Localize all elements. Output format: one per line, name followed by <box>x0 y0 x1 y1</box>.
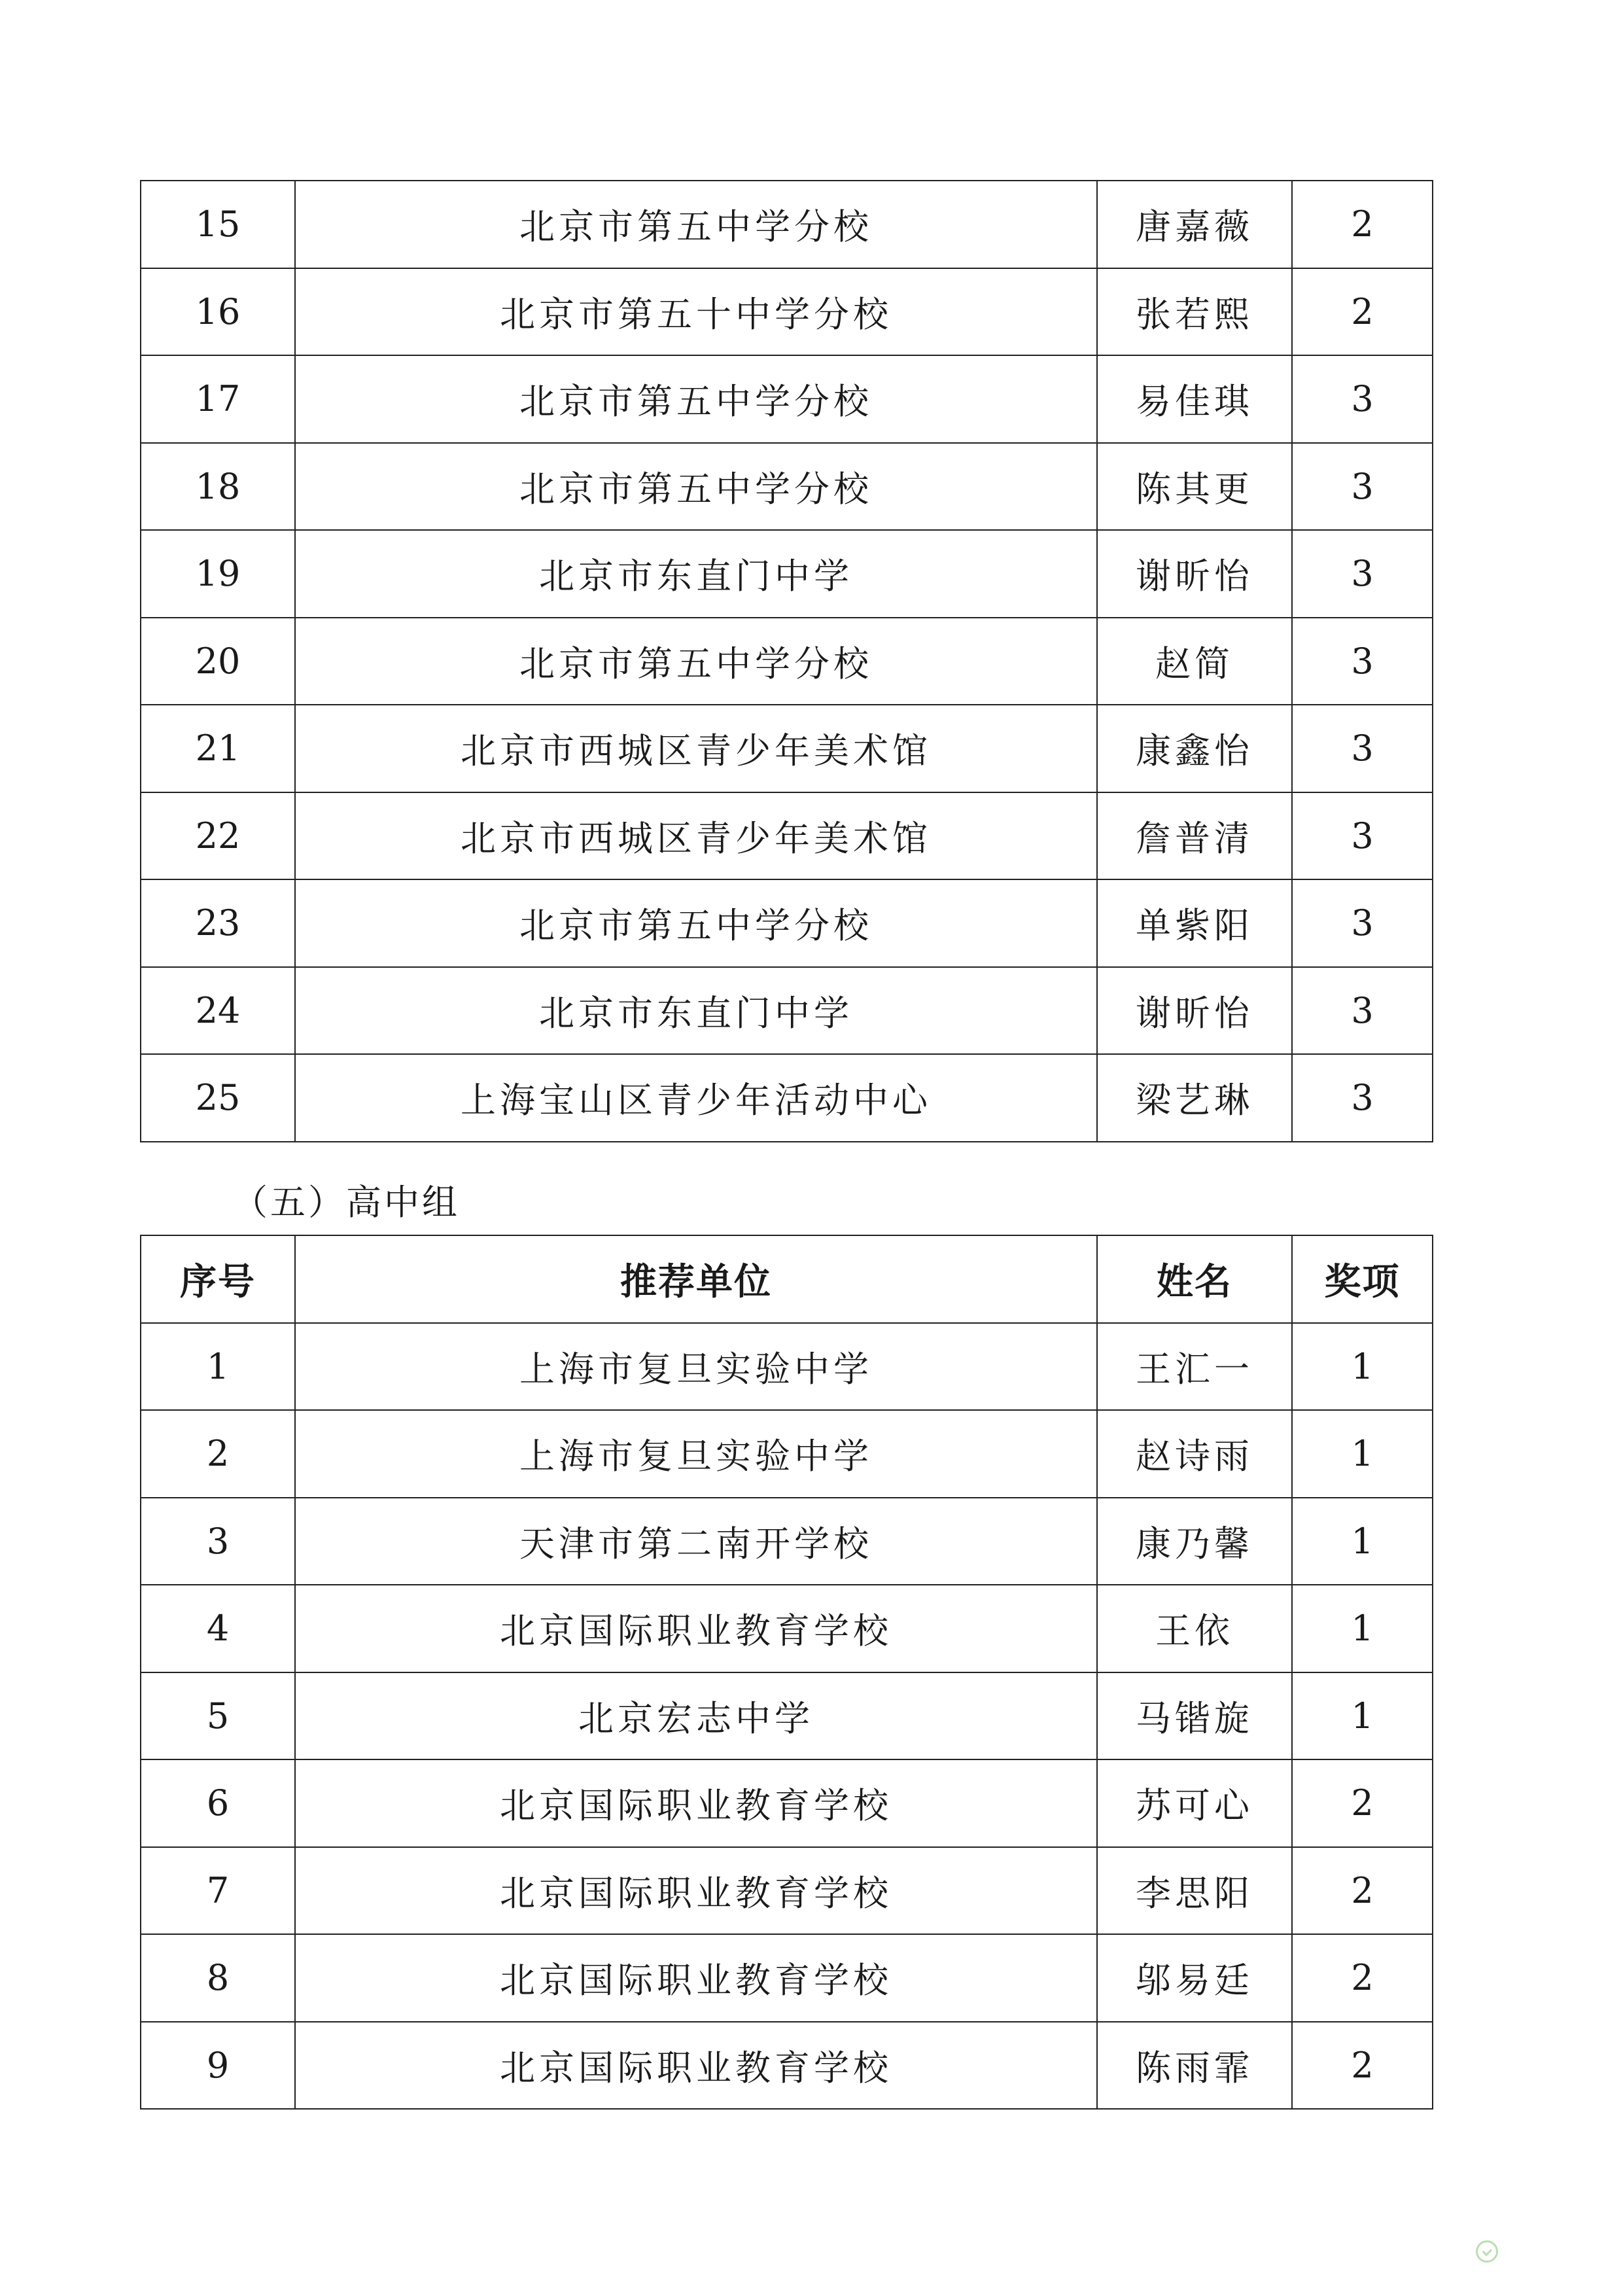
recommending-unit-cell: 北京宏志中学 <box>295 1672 1097 1760</box>
award-level-cell: 3 <box>1292 618 1433 705</box>
table-row <box>141 181 1433 268</box>
recommending-unit-cell: 北京国际职业教育学校 <box>295 1585 1097 1672</box>
table-row <box>141 1054 1433 1142</box>
award-level-cell: 3 <box>1292 1054 1433 1142</box>
student-name-cell: 易佳琪 <box>1097 355 1292 443</box>
recommending-unit-cell: 北京市西城区青少年美术馆 <box>295 792 1097 880</box>
table-header-row <box>141 1235 1433 1323</box>
recommending-unit-cell: 北京市第五中学分校 <box>295 443 1097 531</box>
recommending-unit-cell: 上海市复旦实验中学 <box>295 1410 1097 1498</box>
award-level-cell: 1 <box>1292 1498 1433 1585</box>
student-name-cell: 谢昕怡 <box>1097 967 1292 1055</box>
award-level-cell: 2 <box>1292 1847 1433 1935</box>
serial-number-cell: 16 <box>141 268 295 356</box>
table-row <box>141 1934 1433 2022</box>
award-level-cell: 1 <box>1292 1585 1433 1672</box>
serial-number-cell: 17 <box>141 355 295 443</box>
serial-number-cell: 19 <box>141 530 295 618</box>
recommending-unit-cell: 天津市第二南开学校 <box>295 1498 1097 1585</box>
recommending-unit-cell: 北京市第五中学分校 <box>295 879 1097 967</box>
recommending-unit-cell: 北京市第五中学分校 <box>295 355 1097 443</box>
table-row <box>141 1410 1433 1498</box>
award-table-continued <box>140 180 1433 1142</box>
serial-number-cell: 6 <box>141 1759 295 1847</box>
award-level-cell: 3 <box>1292 355 1433 443</box>
recommending-unit-cell: 北京市第五中学分校 <box>295 618 1097 705</box>
table-row <box>141 1672 1433 1760</box>
award-level-cell: 2 <box>1292 1759 1433 1847</box>
serial-number-cell: 3 <box>141 1498 295 1585</box>
award-level-cell: 1 <box>1292 1672 1433 1760</box>
student-name-cell: 马锴旋 <box>1097 1672 1292 1760</box>
recommending-unit-cell: 北京市东直门中学 <box>295 530 1097 618</box>
student-name-cell: 陈雨霏 <box>1097 2022 1292 2110</box>
award-level-cell: 2 <box>1292 1934 1433 2022</box>
check-circle-icon <box>1476 2240 1498 2263</box>
table-row <box>141 1847 1433 1935</box>
serial-number-cell: 23 <box>141 879 295 967</box>
table-row <box>141 530 1433 618</box>
column-header-serial-number: 序号 <box>141 1235 295 1323</box>
table-row <box>141 792 1433 880</box>
recommending-unit-cell: 北京市第五十中学分校 <box>295 268 1097 356</box>
student-name-cell: 唐嘉薇 <box>1097 181 1292 268</box>
table-row <box>141 618 1433 705</box>
award-level-cell: 3 <box>1292 443 1433 531</box>
award-table-continued-body <box>141 181 1433 1142</box>
serial-number-cell: 25 <box>141 1054 295 1142</box>
serial-number-cell: 2 <box>141 1410 295 1498</box>
student-name-cell: 康鑫怡 <box>1097 705 1292 792</box>
award-level-cell: 3 <box>1292 879 1433 967</box>
table-row <box>141 1323 1433 1411</box>
award-level-cell: 2 <box>1292 181 1433 268</box>
serial-number-cell: 7 <box>141 1847 295 1935</box>
table-row <box>141 355 1433 443</box>
table-row <box>141 1585 1433 1672</box>
award-table-header <box>141 1235 1433 1323</box>
serial-number-cell: 1 <box>141 1323 295 1411</box>
table-row <box>141 967 1433 1055</box>
table-row <box>141 879 1433 967</box>
student-name-cell: 梁艺琳 <box>1097 1054 1292 1142</box>
table-row <box>141 268 1433 356</box>
student-name-cell: 王汇一 <box>1097 1323 1292 1411</box>
recommending-unit-cell: 北京市第五中学分校 <box>295 181 1097 268</box>
recommending-unit-cell: 上海宝山区青少年活动中心 <box>295 1054 1097 1142</box>
column-header-award: 奖项 <box>1292 1235 1433 1323</box>
student-name-cell: 单紫阳 <box>1097 879 1292 967</box>
student-name-cell: 赵简 <box>1097 618 1292 705</box>
serial-number-cell: 24 <box>141 967 295 1055</box>
column-header-name: 姓名 <box>1097 1235 1292 1323</box>
serial-number-cell: 9 <box>141 2022 295 2110</box>
award-level-cell: 1 <box>1292 1410 1433 1498</box>
recommending-unit-cell: 北京市西城区青少年美术馆 <box>295 705 1097 792</box>
award-table-high-school-body <box>141 1323 1433 2110</box>
student-name-cell: 赵诗雨 <box>1097 1410 1292 1498</box>
serial-number-cell: 5 <box>141 1672 295 1760</box>
recommending-unit-cell: 北京国际职业教育学校 <box>295 2022 1097 2110</box>
student-name-cell: 李思阳 <box>1097 1847 1292 1935</box>
student-name-cell: 陈其更 <box>1097 443 1292 531</box>
recommending-unit-cell: 北京市东直门中学 <box>295 967 1097 1055</box>
table-row <box>141 1498 1433 1585</box>
table-row <box>141 1759 1433 1847</box>
award-level-cell: 3 <box>1292 530 1433 618</box>
student-name-cell: 王依 <box>1097 1585 1292 1672</box>
student-name-cell: 谢昕怡 <box>1097 530 1292 618</box>
student-name-cell: 张若熙 <box>1097 268 1292 356</box>
recommending-unit-cell: 北京国际职业教育学校 <box>295 1847 1097 1935</box>
recommending-unit-cell: 北京国际职业教育学校 <box>295 1934 1097 2022</box>
serial-number-cell: 18 <box>141 443 295 531</box>
award-level-cell: 2 <box>1292 268 1433 356</box>
serial-number-cell: 20 <box>141 618 295 705</box>
award-level-cell: 2 <box>1292 2022 1433 2110</box>
student-name-cell: 康乃馨 <box>1097 1498 1292 1585</box>
student-name-cell: 苏可心 <box>1097 1759 1292 1847</box>
serial-number-cell: 8 <box>141 1934 295 2022</box>
award-level-cell: 3 <box>1292 967 1433 1055</box>
serial-number-cell: 21 <box>141 705 295 792</box>
table-row <box>141 705 1433 792</box>
section-heading-high-school-group: （五）高中组 <box>232 1182 460 1223</box>
recommending-unit-cell: 北京国际职业教育学校 <box>295 1759 1097 1847</box>
serial-number-cell: 22 <box>141 792 295 880</box>
table-row <box>141 443 1433 531</box>
award-level-cell: 1 <box>1292 1323 1433 1411</box>
recommending-unit-cell: 上海市复旦实验中学 <box>295 1323 1097 1411</box>
serial-number-cell: 15 <box>141 181 295 268</box>
award-level-cell: 3 <box>1292 705 1433 792</box>
student-name-cell: 詹普清 <box>1097 792 1292 880</box>
table-row <box>141 2022 1433 2110</box>
award-level-cell: 3 <box>1292 792 1433 880</box>
serial-number-cell: 4 <box>141 1585 295 1672</box>
award-table-high-school <box>140 1235 1433 2110</box>
student-name-cell: 邬易廷 <box>1097 1934 1292 2022</box>
column-header-recommending-unit: 推荐单位 <box>295 1235 1097 1323</box>
